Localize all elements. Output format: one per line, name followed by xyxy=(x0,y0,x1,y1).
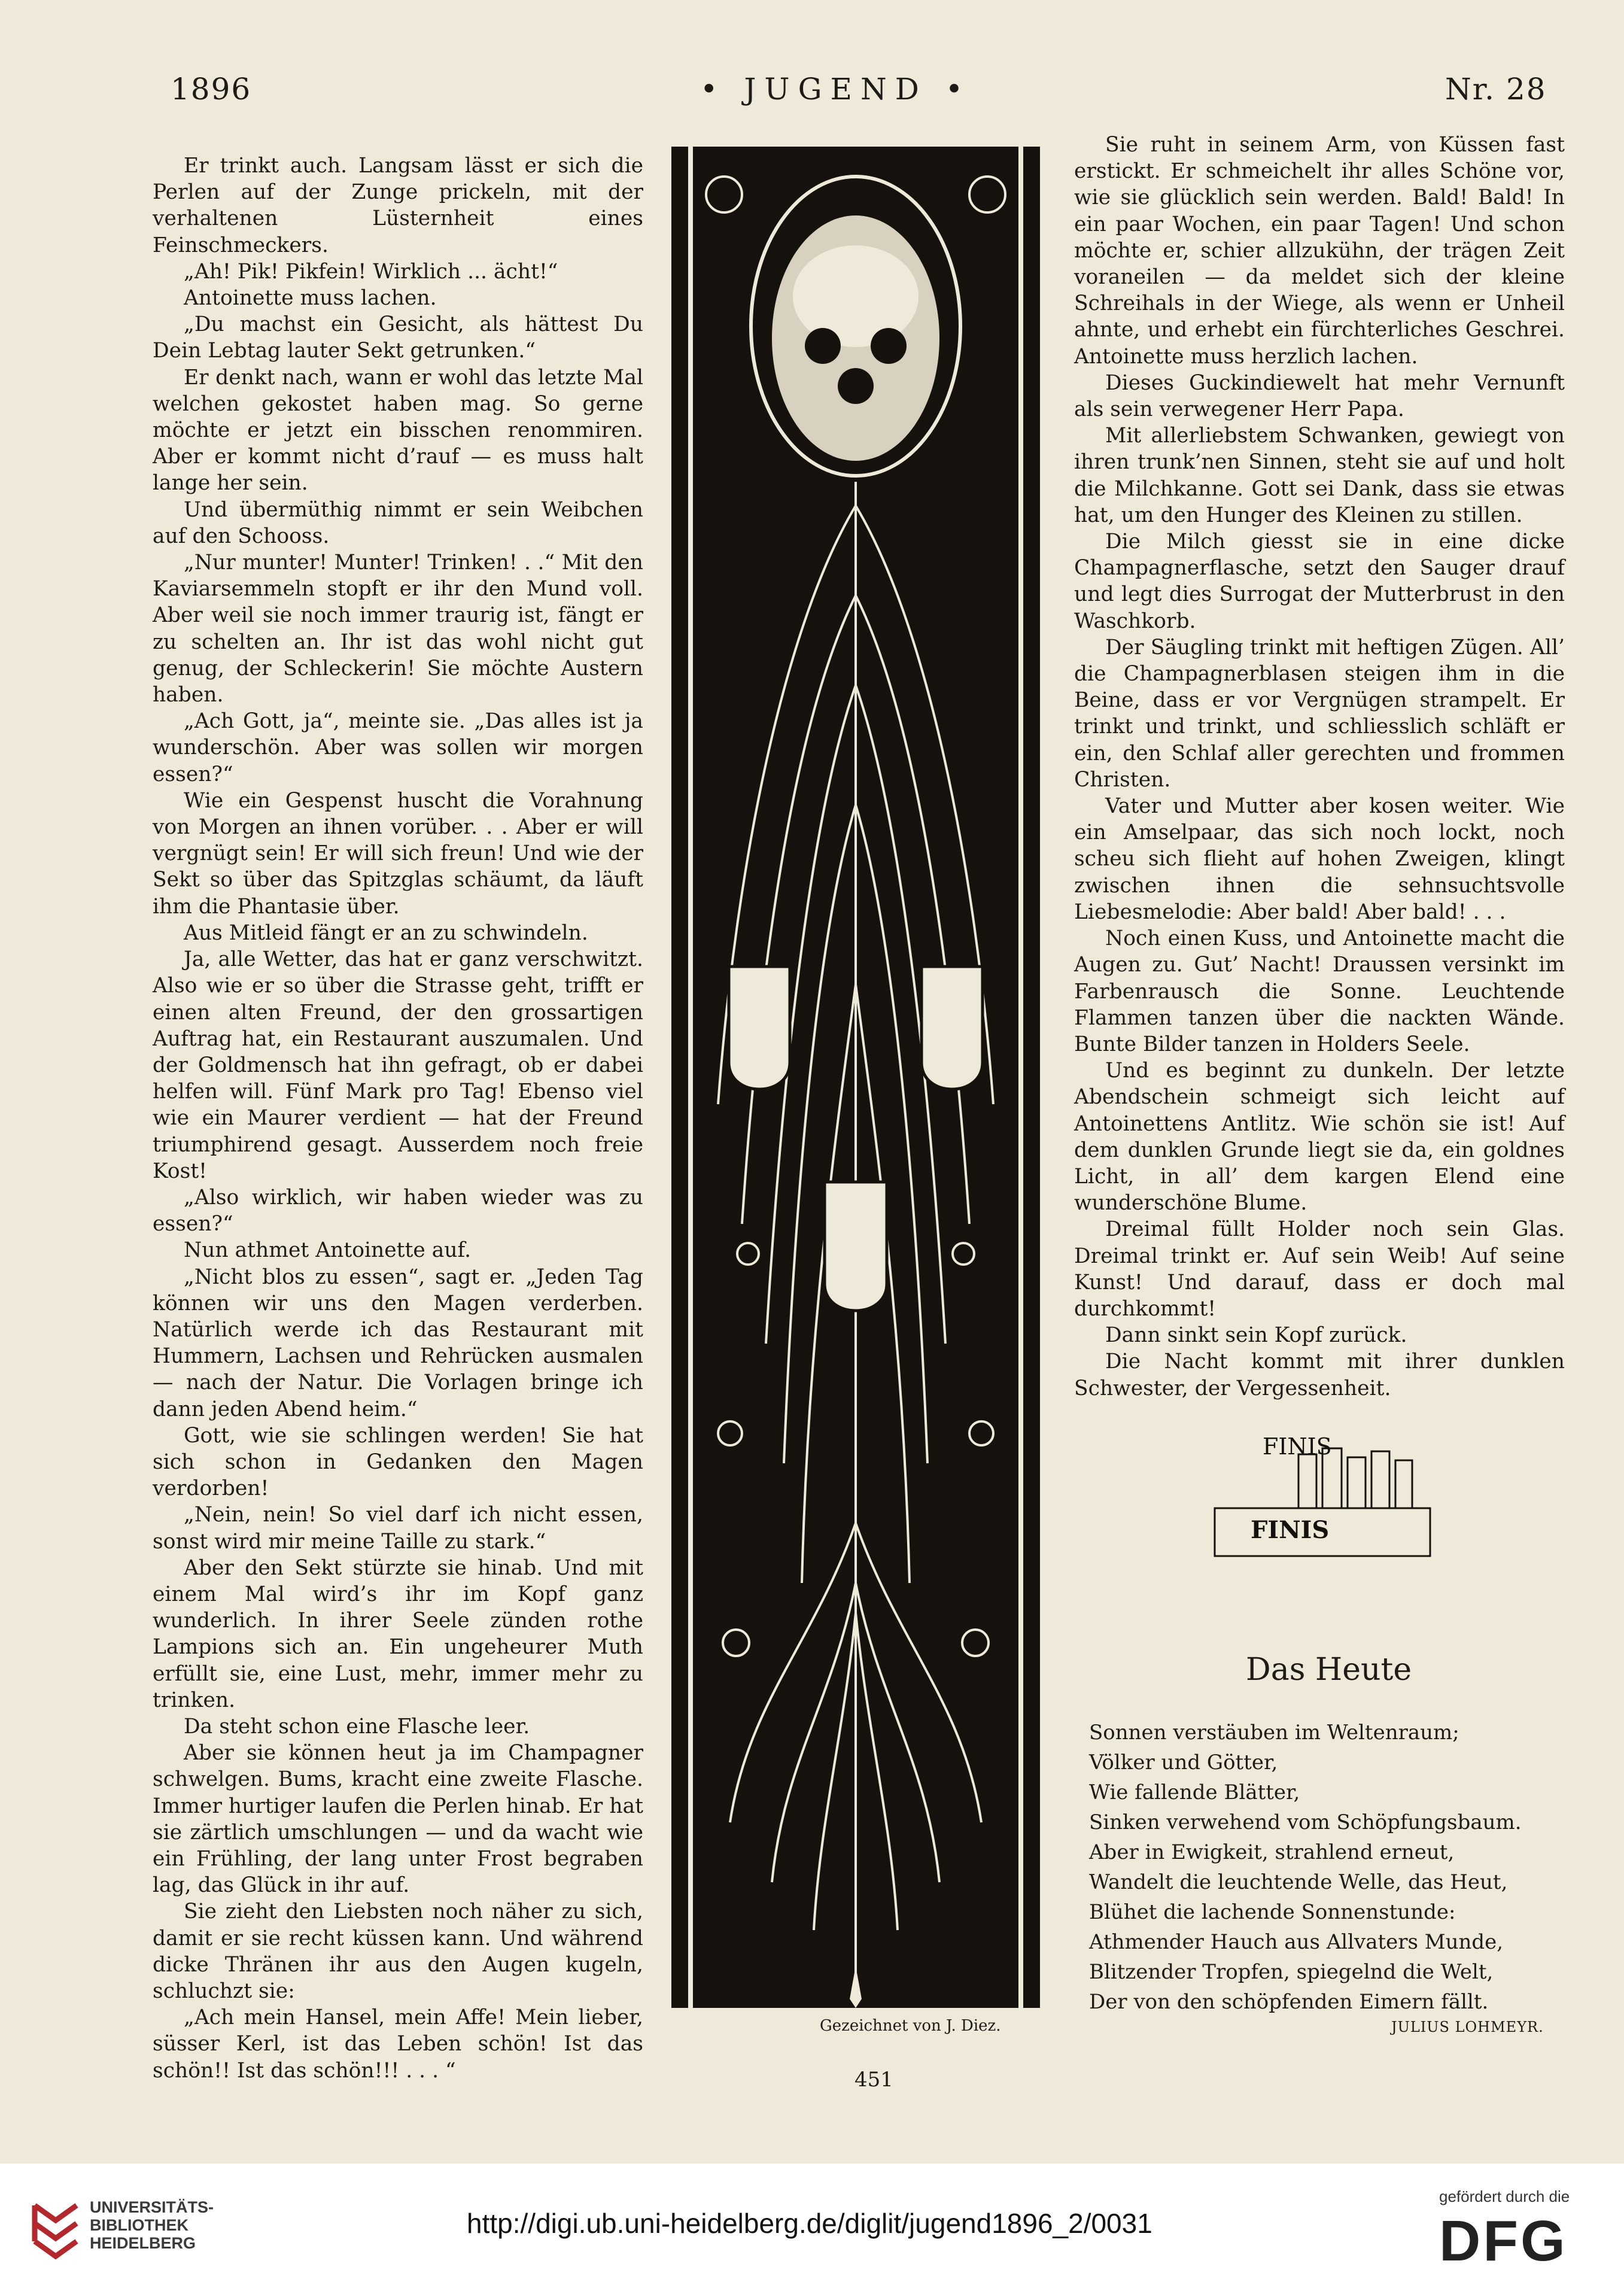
paragraph: „Nur munter! Munter! Trinken! . .“ Mit den Kaviarsemmeln stopft er ihr den Mund voll. Aber weil sie noch immer traurig ist, fängt er zu schelten an. Ihr ist das wohl nicht gut genug, der Schleckerin! Sie möchte Austern haben. xyxy=(153,551,643,707)
paragraph: Dann sinkt sein Kopf zurück. xyxy=(1105,1323,1407,1348)
paragraph: Sie ruht in seinem Arm, von Küssen fast erstickt. Er schmeichelt ihr alles Schöne vor, wie sie glücklich sein werden. Bald! Bald! In ein paar Wochen, ein paar Tagen! Und schon möchte er, schier allzukühn, der trägen Zeit voraneilen — da meldet sich der kleine Schreihals in der Wiege, als wenn er Unheil ahnte, und erhebt ein fürchterliches Geschrei. Antoinette muss herzlich lachen. xyxy=(1074,133,1565,369)
poem-line: Wie fallende Blätter, xyxy=(1089,1780,1300,1804)
paragraph: Und es beginnt zu dunkeln. Der letzte Abendschein schmeigt sich leicht auf Antoinettens Antlitz. Wie schön sie ist! Auf dem dunklen Grunde liegt sie da, ein goldnes Licht, in all’ dem kargen Elend eine wunderschöne Blume. xyxy=(1074,1059,1565,1216)
paragraph: „Du machst ein Gesicht, als hättest Du Dein Lebtag lauter Sekt getrunken.“ xyxy=(153,312,643,363)
funding-label: gefördert durch die xyxy=(1439,2187,1570,2205)
paragraph: „Nicht blos zu essen“, sagt er. „Jeden Tag können wir uns den Magen verderben. Natürlich werde ich das Restaurant mit Hummern, Lachsen und Rehrücken ausmalen — nach der Natur. Die Vorlagen bringe ich dann jeden Abend heim.“ xyxy=(153,1265,643,1421)
paragraph: Gott, wie sie schlingen werden! Sie hat sich schon in Gedanken den Magen verdorben! xyxy=(153,1423,643,1501)
paragraph: Die Nacht kommt mit ihrer dunklen Schwester, der Vergessenheit. xyxy=(1074,1350,1565,1400)
university-library-logo-icon[interactable] xyxy=(29,2193,83,2259)
magazine-title: • JUGEND • xyxy=(700,72,972,107)
paragraph: „Ach mein Hansel, mein Affe! Mein lieber, süsser Kerl, ist das Leben schön! Ist das schön!! Ist das schön!!! . . . “ xyxy=(153,2006,643,2083)
paragraph: Aus Mitleid fängt er an zu schwindeln. xyxy=(184,920,588,945)
paragraph: Der Säugling trinkt mit heftigen Zügen. All’ die Champagnerblasen steigen ihm in die Beine, dass er vor Vergnügen strampelt. Er trinkt und trinkt, und schliesslich schläft er ein, den Schlaf aller gerechten und frommen Christen. xyxy=(1074,635,1565,792)
poem-line: Blühet die lachende Sonnenstunde: xyxy=(1089,1900,1456,1924)
library-name[interactable] xyxy=(90,2198,214,2252)
paragraph: Wie ein Gespenst huscht die Vorahnung von Morgen an ihnen vorüber. . . Aber er will vergnügt sein! Er will sich freun! Und wie der Sekt so über das Spitzglas schäumt, da läuft ihm die Phantasie über. xyxy=(153,788,643,919)
paragraph: Sie zieht den Liebsten noch näher zu sich, damit er sie recht küssen kann. Und während dicke Thränen ihr aus den Augen kugeln, schluchzt sie: xyxy=(153,1900,643,2004)
paragraph: Mit allerliebstem Schwanken, gewiegt von ihren trunk’nen Sinnen, steht sie auf und holt die Milchkanne. Gott sei Dank, dass sie etwas hat, um den Hunger des Kleinen zu stillen. xyxy=(1074,424,1565,527)
peacock-feather-illustration xyxy=(664,147,1047,2008)
dfg-logo[interactable]: DFG xyxy=(1439,2209,1568,2273)
finis-vignette xyxy=(1203,1424,1454,1568)
poem-line: Athmender Hauch aus Allvaters Munde, xyxy=(1089,1930,1504,1954)
paragraph: „Ach Gott, ja“, meinte sie. „Das alles ist ja wunderschön. Aber was sollen wir morgen essen?“ xyxy=(153,709,643,786)
paragraph: Die Milch giesst sie in eine dicke Champagnerflasche, setzt den Sauger drauf und legt dies Surrogat der Mutterbrust in den Waschkorb. xyxy=(1074,530,1565,633)
library-name-line: HEIDELBERG xyxy=(90,2234,196,2252)
paragraph: Vater und Mutter aber kosen weiter. Wie ein Amselpaar, das sich noch lockt, noch scheu sich flieht auf hohen Zweigen, klingt zwischen ihnen die sehnsuchtsvolle Liebesmelodie: Aber bald! Aber bald! . . . xyxy=(1074,794,1565,924)
footer-bar xyxy=(0,2164,1624,2282)
poem-line: Wandelt die leuchtende Welle, das Heut, xyxy=(1089,1870,1508,1894)
paragraph: Ja, alle Wetter, das hat er ganz verschwitzt. Also wie er so über die Strasse geht, trifft er einen alten Freund, der den grossartigen Auftrag hat, ein Restaurant auszumalen. Und der Goldmensch hat ihn gefragt, ob er dabei helfen will. Fünf Mark pro Tag! Ebenso viel wie ein Maurer verdient — hat der Freund triumphirend gesagt. Ausserdem noch freie Kost! xyxy=(153,947,643,1183)
poem-line: Der von den schöpfenden Eimern fällt. xyxy=(1089,1990,1489,2014)
library-name-line: BIBLIOTHEK xyxy=(90,2216,188,2234)
poem-title: Das Heute xyxy=(1246,1652,1412,1688)
poem-line: Völker und Götter, xyxy=(1089,1751,1278,1774)
paragraph: Aber den Sekt stürzte sie hinab. Und mit einem Mal wird’s ihr im Kopf ganz wunderlich. In ihrer Seele zünden rothe Lampions sich an. Ein ungeheurer Muth erfüllt sie, eine Lust, mehr, immer mehr zu trinken. xyxy=(153,1555,643,1712)
poem-line: Aber in Ewigkeit, strahlend erneut, xyxy=(1089,1840,1455,1864)
poem-author: JULIUS LOHMEYR. xyxy=(1391,2019,1544,2035)
poem-line: Blitzender Tropfen, spiegelnd die Welt, xyxy=(1089,1960,1494,1984)
paragraph: „Nein, nein! So viel darf ich nicht essen, sonst wird mir meine Taille zu stark.“ xyxy=(153,1503,643,1554)
poem-line: Sonnen verstäuben im Weltenraum; xyxy=(1089,1721,1459,1745)
issue-number: Nr. 28 xyxy=(1445,72,1547,107)
left-text-column xyxy=(153,153,643,2084)
poem-body xyxy=(1089,1718,1556,2017)
paragraph: Und übermüthig nimmt er sein Weibchen auf den Schooss. xyxy=(153,497,643,548)
paragraph: Aber sie können heut ja im Champagner schwelgen. Bums, kracht eine zweite Flasche. Immer hurtiger laufen die Perlen hinab. Er hat sie zärtlich umschlungen — und da wacht wie ein Frühling, der lang unter Frost begraben lag, das Glück in ihr auf. xyxy=(153,1741,643,1898)
paragraph: Antoinette muss lachen. xyxy=(184,286,437,311)
year-header: 1896 xyxy=(171,72,252,107)
paragraph: „Also wirklich, wir haben wieder was zu essen?“ xyxy=(153,1185,643,1236)
illustration-credit: Gezeichnet von J. Diez. xyxy=(820,2017,1001,2035)
finis-letters-bottom: FINIS xyxy=(1251,1516,1330,1544)
paragraph: Er trinkt auch. Langsam lässt er sich die Perlen auf der Zunge prickeln, mit der verhaltenen Lüsternheit eines Feinschmeckers. xyxy=(153,154,643,257)
paragraph: Noch einen Kuss, und Antoinette macht die Augen zu. Gut’ Nacht! Draussen versinkt im Farbenrausch die Sonne. Leuchtende Flammen tanzen über die nackten Wände. Bunte Bilder tanzen in Holders Seele. xyxy=(1074,926,1565,1056)
library-name-line: UNIVERSITÄTS- xyxy=(90,2198,214,2216)
page-number: 451 xyxy=(854,2068,893,2092)
finis-letters-top: FINIS xyxy=(1263,1433,1332,1460)
paragraph: Nun athmet Antoinette auf. xyxy=(184,1238,472,1263)
paragraph: Dieses Guckindiewelt hat mehr Vernunft als sein verwegener Herr Papa. xyxy=(1074,370,1565,422)
paragraph: Da steht schon eine Flasche leer. xyxy=(184,1714,530,1739)
paragraph: Er denkt nach, wann er wohl das letzte Mal welchen gekostet haben mag. So gerne möchte er jetzt ein bisschen renommiren. Aber er kommt nicht d’rauf — es muss halt lange her sein. xyxy=(153,365,643,496)
paragraph: Dreimal füllt Holder noch sein Glas. Dreimal trinkt er. Auf sein Weib! Auf seine Kunst! Und darauf, dass er doch mal durchkommt! xyxy=(1074,1217,1565,1321)
poem-line: Sinken verwehend vom Schöpfungsbaum. xyxy=(1089,1810,1522,1834)
paragraph: „Ah! Pik! Pikfein! Wirklich ... ächt!“ xyxy=(184,259,558,284)
permalink-url[interactable]: http://digi.ub.uni-heidelberg.de/diglit/jugend1896_2/0031 xyxy=(467,2208,1152,2239)
right-text-column xyxy=(1074,132,1565,1402)
